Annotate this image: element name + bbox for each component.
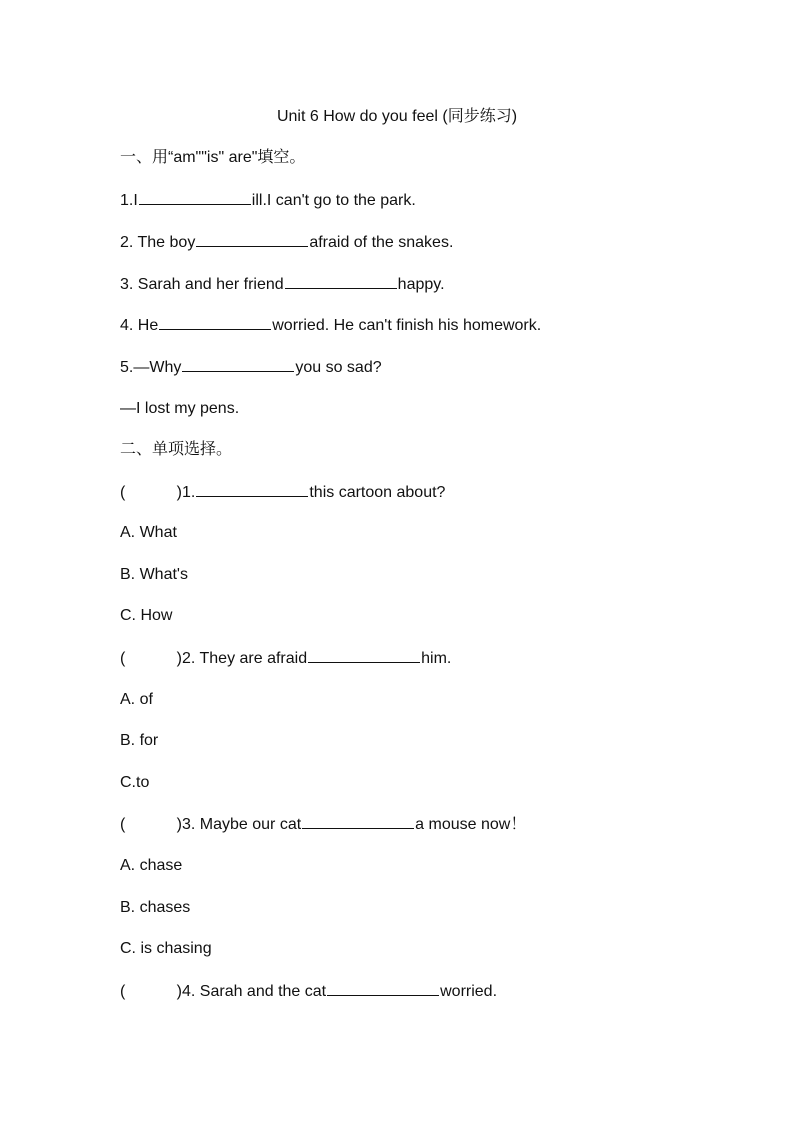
section-1-heading: 一、用“am""is" are"填空。 — [120, 149, 306, 166]
fill-item-5-pre: 5.—Why — [120, 359, 182, 376]
fill-item-5-reply: —I lost my pens. — [120, 400, 240, 417]
choice-blank-1 — [196, 481, 308, 497]
answer-paren-2[interactable]: ( ) — [120, 650, 182, 667]
choice-blank-2 — [308, 647, 420, 663]
choice-question-2-post: him. — [421, 650, 452, 667]
fill-item-4-pre: 4. He — [120, 317, 159, 334]
choice-question-1-post: this cartoon about? — [309, 484, 446, 501]
fill-item-2-pre: 2. The boy — [120, 234, 196, 251]
choice-question-1-pre: 1. — [182, 484, 196, 501]
fill-item-5 — [120, 356, 382, 379]
choice-question-1 — [120, 481, 445, 504]
choice-question-2-pre: 2. They are afraid — [182, 650, 308, 667]
fill-item-3-post: happy. — [397, 276, 445, 293]
choice-question-3 — [120, 813, 526, 836]
fill-item-3 — [120, 273, 445, 296]
section-2-heading: 二、单项选择。 — [120, 441, 233, 458]
choice-question-4-pre: 4. Sarah and the cat — [182, 983, 327, 1000]
answer-blank-1[interactable] — [139, 189, 251, 205]
answer-blank-5[interactable] — [182, 356, 294, 372]
fill-item-4 — [120, 314, 541, 337]
q3-option-b: B. chases — [120, 899, 191, 916]
q3-option-c: C. is chasing — [120, 940, 212, 957]
answer-paren-4[interactable]: ( ) — [120, 983, 182, 1000]
choice-question-3-pre: 3. Maybe our cat — [182, 816, 302, 833]
fill-item-1-post: ill.I can't go to the park. — [251, 192, 416, 209]
fill-item-5-post: you so sad? — [295, 359, 382, 376]
choice-question-4 — [120, 980, 497, 1003]
q2-option-c: C.to — [120, 774, 150, 791]
q1-option-c: C. How — [120, 607, 173, 624]
choice-question-2 — [120, 647, 451, 670]
answer-paren-3[interactable]: ( ) — [120, 816, 182, 833]
q2-option-b: B. for — [120, 732, 159, 749]
choice-question-3-post: a mouse now！ — [415, 816, 527, 833]
fill-item-1-pre: 1.I — [120, 192, 138, 209]
choice-blank-4 — [327, 980, 439, 996]
answer-blank-3[interactable] — [285, 273, 397, 289]
fill-item-2 — [120, 231, 453, 254]
q1-option-a: A. What — [120, 524, 177, 541]
worksheet-title: Unit 6 How do you feel (同步练习) — [276, 108, 518, 125]
fill-item-1 — [120, 189, 416, 212]
fill-item-3-pre: 3. Sarah and her friend — [120, 276, 284, 293]
q3-option-a: A. chase — [120, 857, 183, 874]
q1-option-b: B. What's — [120, 566, 188, 583]
answer-blank-2[interactable] — [196, 231, 308, 247]
q2-option-a: A. of — [120, 691, 153, 708]
fill-item-2-post: afraid of the snakes. — [309, 234, 454, 251]
fill-item-4-post: worried. He can't finish his homework. — [272, 317, 542, 334]
choice-question-4-post: worried. — [440, 983, 498, 1000]
answer-blank-4[interactable] — [159, 314, 271, 330]
choice-blank-3 — [302, 813, 414, 829]
answer-paren-1[interactable]: ( ) — [120, 484, 182, 501]
